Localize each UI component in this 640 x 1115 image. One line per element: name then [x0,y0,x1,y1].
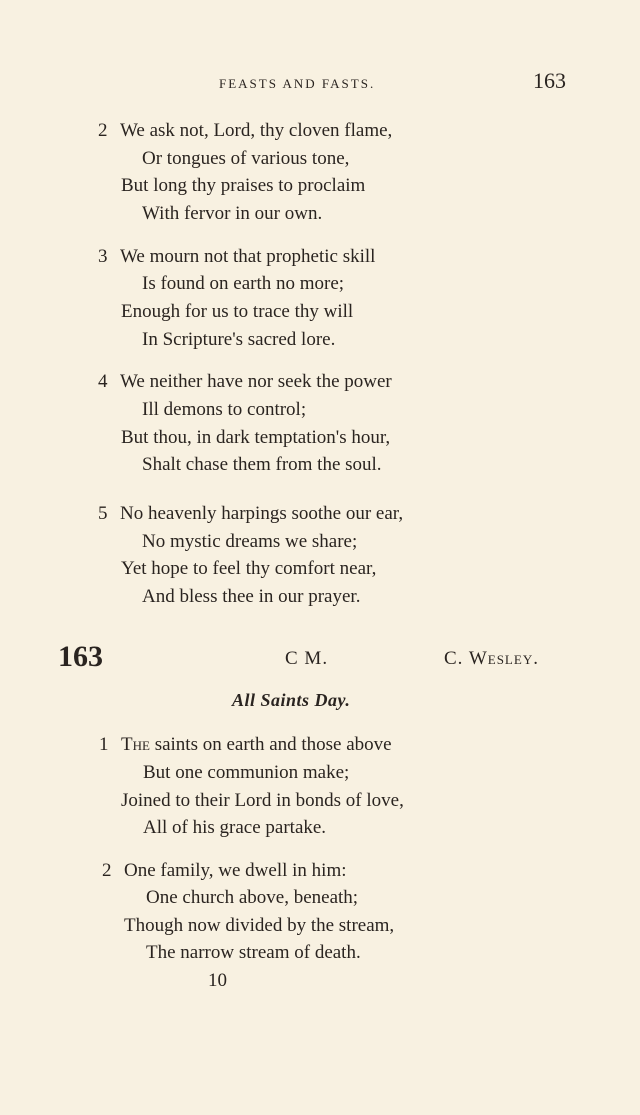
stanza-number: 2 [98,120,108,141]
verse-line: Enough for us to trace thy will [121,301,354,322]
verse-line [121,734,392,756]
hymn-number: 163 [58,640,103,673]
verse-line: One family, we dwell in him: [124,860,347,881]
verse-line: No heavenly harpings soothe our ear, [120,503,404,524]
verse-line: All of his grace partake. [143,817,327,838]
verse-line: Yet hope to feel thy comfort near, [121,558,377,579]
verse-line: The narrow stream of death. [146,942,361,963]
verse-line: But long thy praises to proclaim [121,175,366,196]
verse-line: In Scripture's sacred lore. [142,329,336,350]
signature-mark: 10 [208,970,227,991]
stanza-number: 1 [99,734,109,755]
stanza-number: 4 [98,371,108,392]
stanza-number: 3 [98,246,108,267]
verse-line: We neither have nor seek the power [120,371,392,392]
first-line-rest: saints on earth and those above [149,734,392,755]
verse-line: With fervor in our own. [142,203,323,224]
verse-line: Shalt chase them from the soul. [142,454,382,475]
running-title: FEASTS AND FASTS. [219,76,376,91]
verse-line: Or tongues of various tone, [142,148,350,169]
verse-line: Joined to their Lord in bonds of love, [121,790,404,811]
verse-line: Though now divided by the stream, [124,915,395,936]
verse-line: But thou, in dark temptation's hour, [121,427,391,448]
verse-line: But one communion make; [143,762,350,783]
hymn-author: C. Wesley. [444,648,539,669]
verse-line: One church above, beneath; [146,887,359,908]
verse-line: We mourn not that prophetic skill [120,246,376,267]
verse-line: We ask not, Lord, thy cloven flame, [120,120,393,141]
verse-line: Is found on earth no more; [142,273,345,294]
hymn-meter: C M. [285,648,329,669]
first-word: The [121,734,150,755]
page-number: 163 [533,68,566,93]
verse-line: Ill demons to control; [142,399,307,420]
stanza-number: 2 [102,860,112,881]
stanza-number: 5 [98,503,108,524]
verse-line: No mystic dreams we share; [142,531,358,552]
verse-line: And bless thee in our prayer. [142,586,361,607]
hymn-occasion: All Saints Day. [232,690,351,710]
